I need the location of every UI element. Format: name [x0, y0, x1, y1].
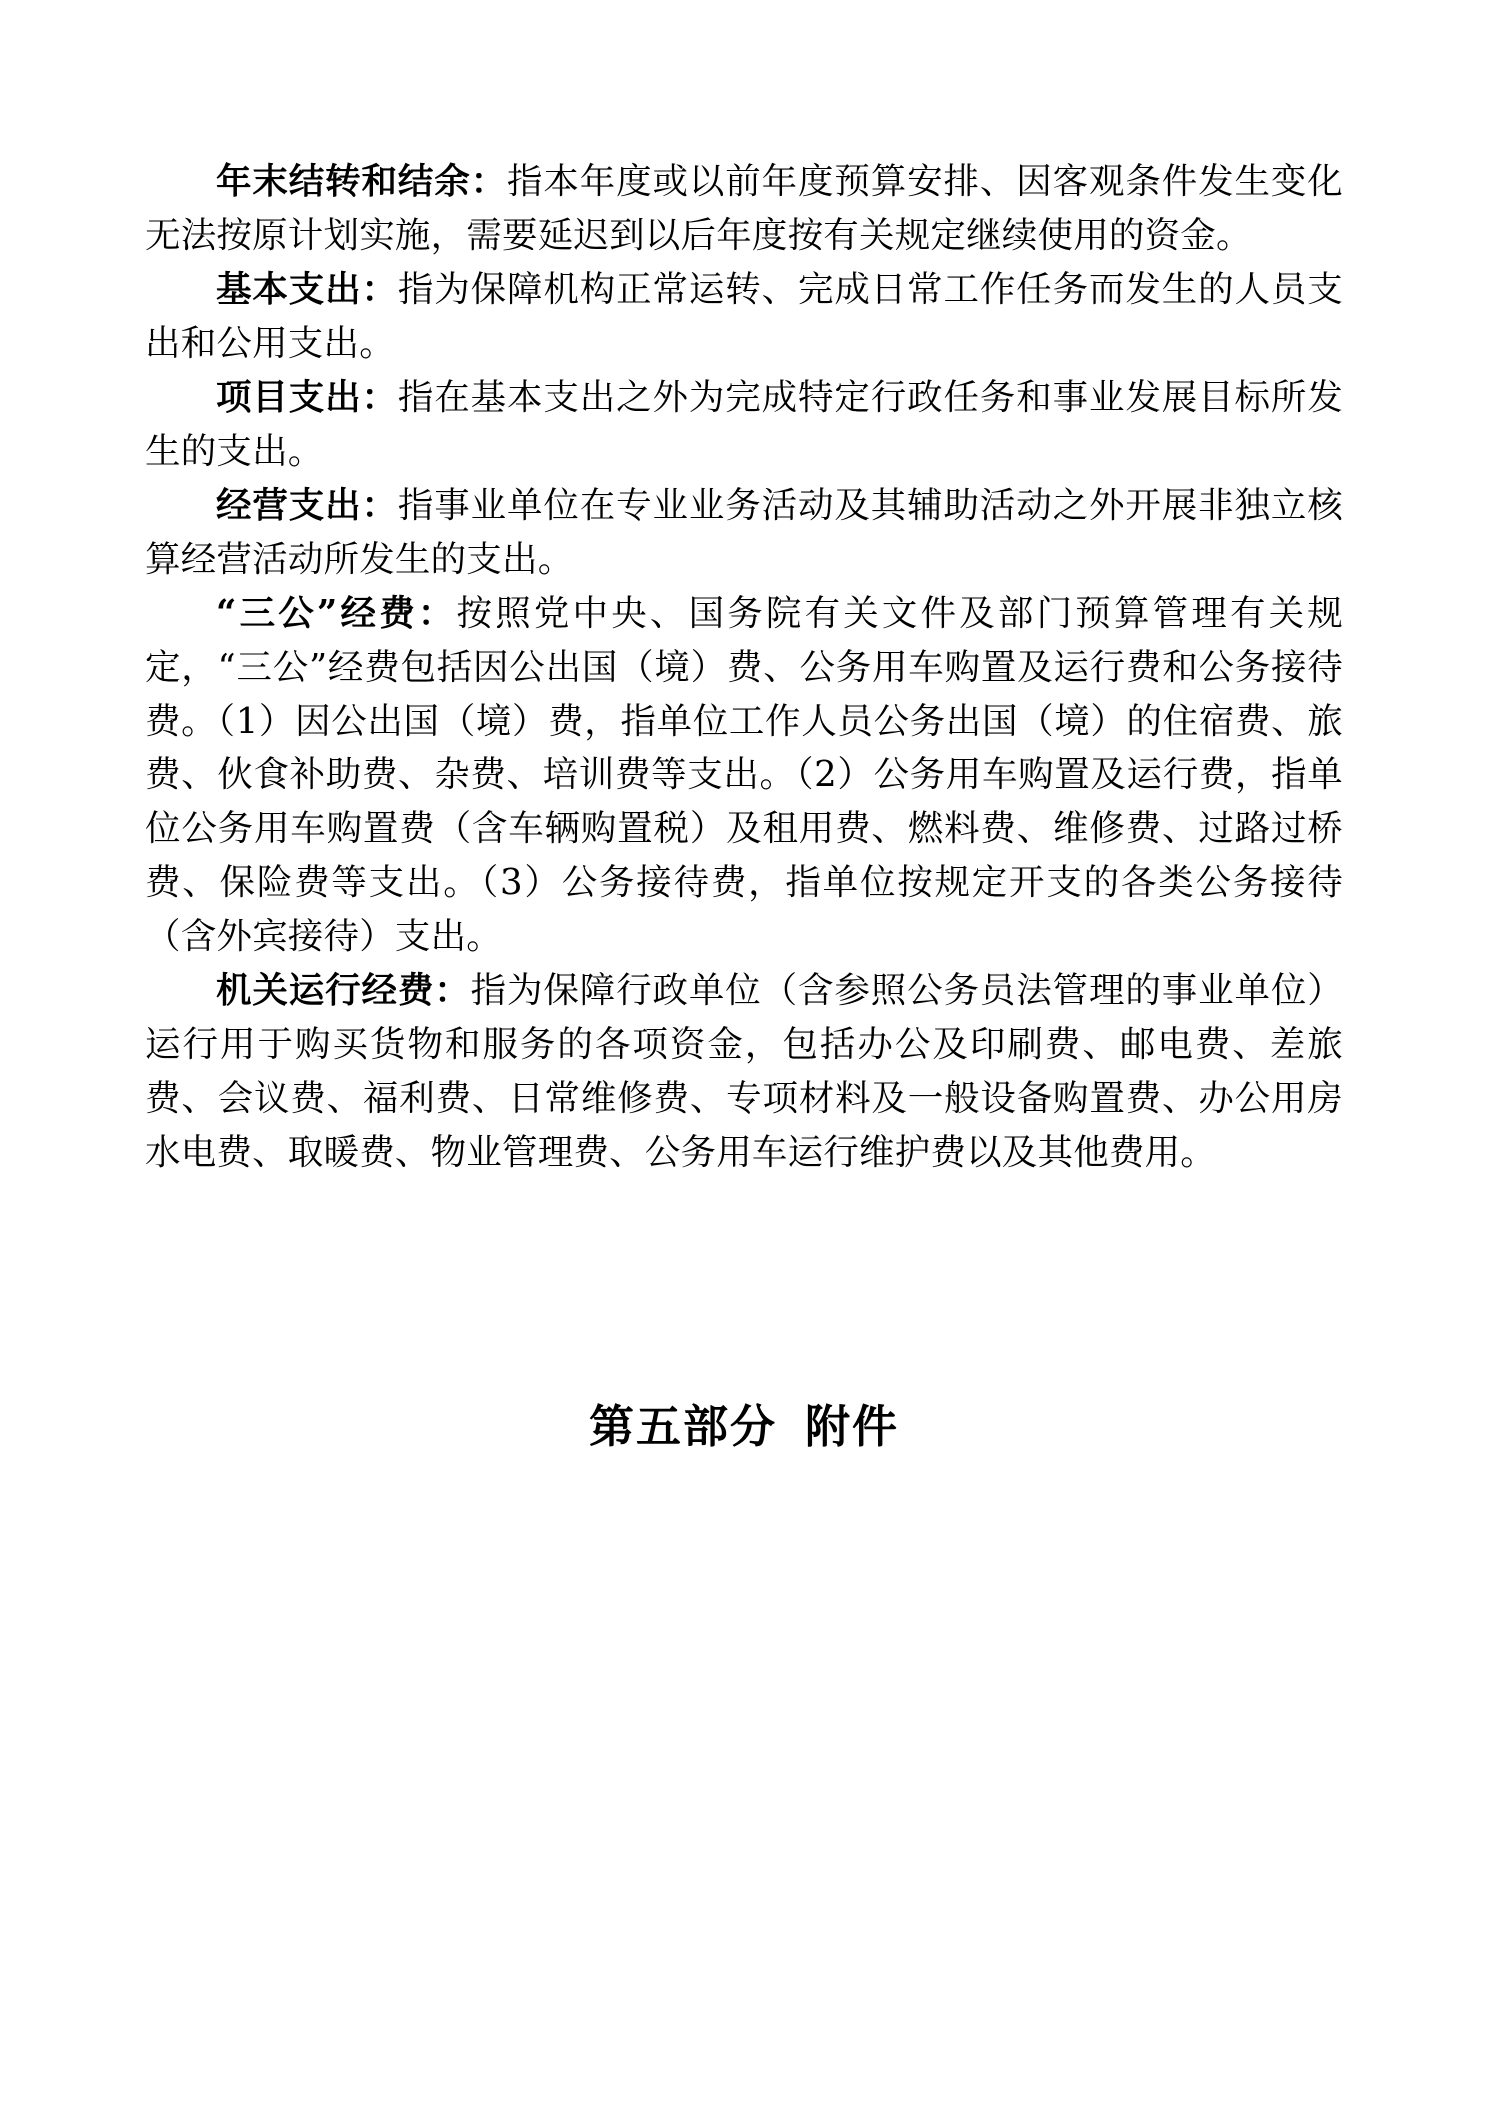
definitions-body — [145, 155, 1343, 1180]
term-definition: 指为保障机构正常运转、完成日常工作任务而发生的人员支出和公用支出。 — [145, 268, 1343, 364]
paragraph-year-end-carryover — [145, 155, 1343, 263]
paragraph-three-public-expenses — [145, 587, 1343, 965]
section-part-name: 附件 — [805, 1400, 900, 1454]
paragraph-project-expenditure — [145, 371, 1343, 479]
paragraph-operating-expenditure — [145, 479, 1343, 587]
term-definition: 指事业单位在专业业务活动及其辅助活动之外开展非独立核算经营活动所发生的支出。 — [145, 484, 1343, 580]
term-definition: 按照党中央、国务院有关文件及部门预算管理有关规定，“三公”经费包括因公出国（境）费、公务用车购置及运行费和公务接待费。（1）因公出国（境）费，指单位工作人员公务出国（境）的住宿费、旅费、伙食补助费、杂费、培训费等支出。（2）公务用车购置及运行费，指单位公务用车购置费（含车辆购置税）及租用费、燃料费、维修费、过路过桥费、保险费等支出。（3）公务接待费，指单位按规定开支的各类公务接待（含外宾接待）支出。 — [145, 592, 1343, 958]
paragraph-basic-expenditure — [145, 263, 1343, 371]
term-label: 项目支出： — [216, 376, 398, 418]
vertical-spacer — [145, 1180, 1343, 1390]
term-label: “三公”经费： — [216, 592, 457, 634]
term-label: 年末结转和结余： — [216, 161, 508, 202]
term-definition: 指在基本支出之外为完成特定行政任务和事业发展目标所发生的支出。 — [145, 376, 1343, 472]
section-heading — [145, 1390, 1343, 1455]
section-part-number: 第五部分 — [588, 1400, 777, 1454]
term-label: 基本支出： — [216, 268, 398, 310]
term-label: 机关运行经费： — [216, 970, 471, 1012]
paragraph-agency-operating-costs — [145, 964, 1343, 1180]
term-definition: 指本年度或以前年度预算安排、因客观条件发生变化无法按原计划实施，需要延迟到以后年度按有关规定继续使用的资金。 — [145, 161, 1343, 256]
term-definition: 指为保障行政单位（含参照公务员法管理的事业单位）运行用于购买货物和服务的各项资金，包括办公及印刷费、邮电费、差旅费、会议费、福利费、日常维修费、专项材料及一般设备购置费、办公用房水电费、取暖费、物业管理费、公务用车运行维护费以及其他费用。 — [145, 970, 1343, 1174]
term-label: 经营支出： — [216, 484, 398, 526]
